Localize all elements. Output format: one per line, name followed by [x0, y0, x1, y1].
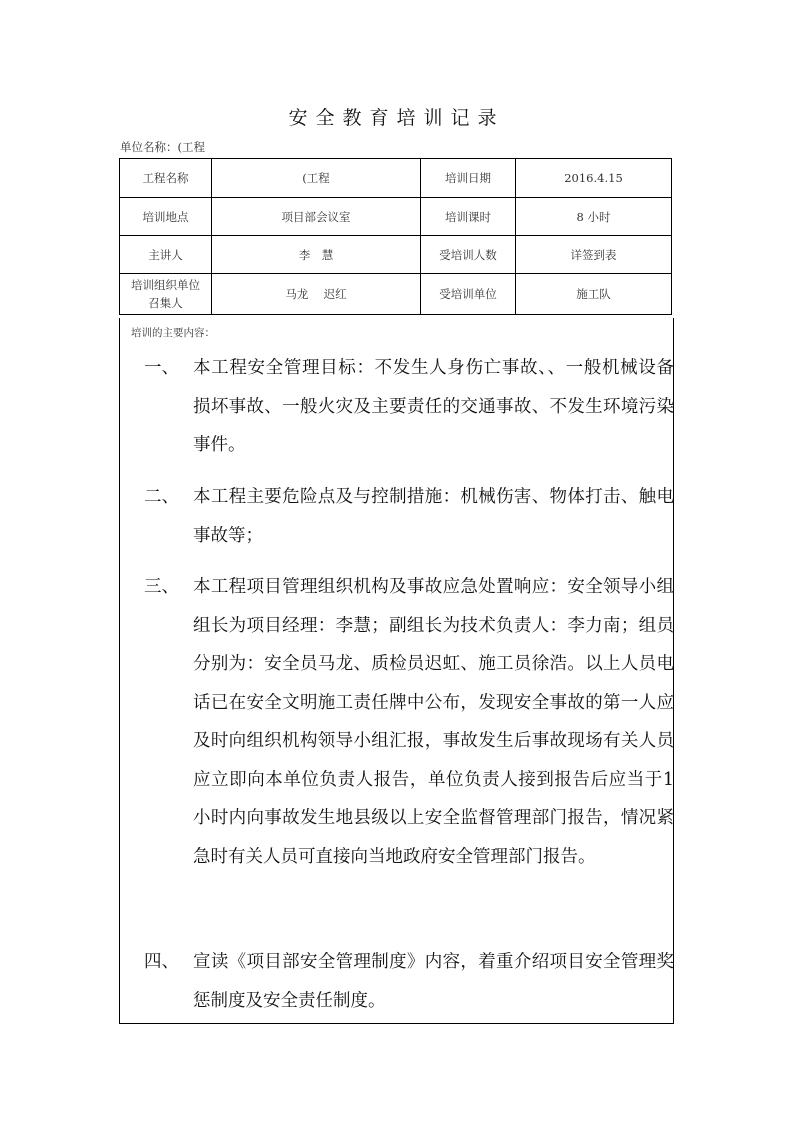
- item-number: 二、: [144, 487, 179, 507]
- unit-name-label: 单位名称：(工程: [120, 140, 205, 154]
- training-location-label: 培训地点: [120, 198, 212, 236]
- content-label: 培训的主要内容：: [131, 327, 215, 339]
- item-number: 一、: [144, 358, 179, 378]
- organizer-label: [120, 274, 212, 315]
- table-row: [120, 236, 672, 274]
- table-row: [120, 159, 672, 198]
- project-name-label: 工程名称: [120, 159, 212, 198]
- training-hours-value: 8 小时: [516, 198, 672, 236]
- item-text: 本工程安全管理目标：不发生人身伤亡事故、、一般机械设备损坏事故、一般火灾及主要责任的交通事故、不发生环境污染事件。: [193, 358, 674, 455]
- item-text: 宣读《项目部安全管理制度》内容，着重介绍项目安全管理奖惩制度及安全责任制度。: [193, 952, 674, 1011]
- lecturer-label: 主讲人: [120, 236, 212, 274]
- trainee-unit-value: 施工队: [516, 274, 672, 315]
- item-number: 四、: [144, 952, 179, 972]
- training-location-value: 项目部会议室: [212, 198, 421, 236]
- organizer-value: 马龙 迟红: [212, 274, 421, 315]
- item-number: 三、: [144, 577, 179, 597]
- training-date-label: 培训日期: [421, 159, 516, 198]
- training-hours-label: 培训课时: [421, 198, 516, 236]
- item-text: 本工程主要危险点及与控制措施：机械伤害、物体打击、触电事故等；: [193, 487, 674, 546]
- table-row: [120, 274, 672, 315]
- organizer-label-line2: 召集人: [148, 296, 183, 310]
- project-name-value: (工程: [212, 159, 421, 198]
- table-row: [120, 198, 672, 236]
- trainee-count-label: 受培训人数: [421, 236, 516, 274]
- document-title: 安全教育培训记录: [288, 107, 505, 129]
- training-info-table: [119, 158, 672, 315]
- organizer-label-line1: 培训组织单位: [131, 278, 200, 292]
- item-text: 本工程项目管理组织机构及事故应急处置响应：安全领导小组组长为项目经理：李慧；副组长为技术负责人：李力南；组员分别为：安全员马龙、质检员迟虹、施工员徐浩。以上人员电话已在安全文明施工责任牌中公布，发现安全事故的第一人应及时向组织机构领导小组汇报，事故发生后事故现场有关人员应立即向本单位负责人报告，单位负责人接到报告后应当于1小时内向事故发生地县级以上安全监督管理部门报告，情况紧急时有关人员可直接向当地政府安全管理部门报告。: [193, 577, 674, 867]
- training-content-section: [119, 318, 674, 1024]
- trainee-count-value: 详签到表: [516, 236, 672, 274]
- trainee-unit-label: 受培训单位: [421, 274, 516, 315]
- lecturer-value: 李 慧: [212, 236, 421, 274]
- training-date-value: 2016.4.15: [516, 159, 672, 198]
